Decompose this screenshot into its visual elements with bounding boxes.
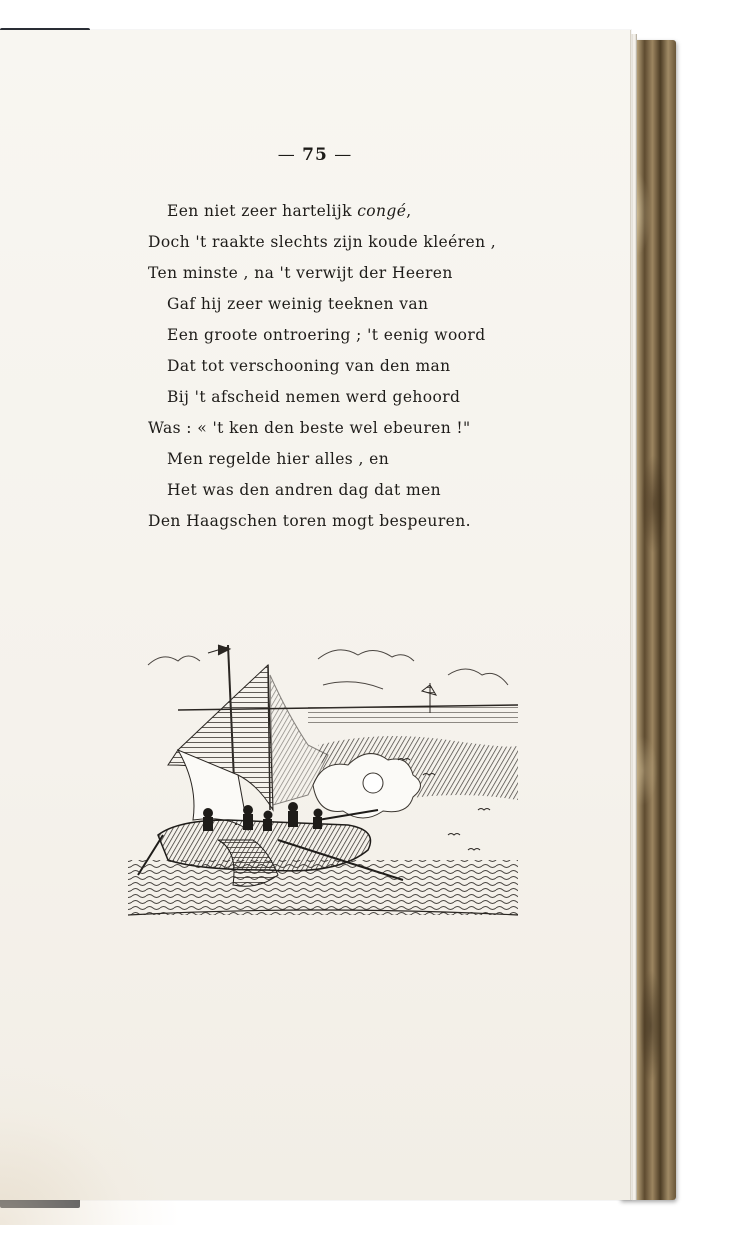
- page-number-prefix: —: [277, 145, 296, 165]
- poem-line: Men regelde hier alles , en: [167, 450, 390, 468]
- page-number-value: 75: [302, 145, 328, 165]
- water-stain: [0, 1020, 210, 1225]
- page-number-suffix: —: [334, 145, 353, 165]
- poem-line: Den Haagschen toren mogt bespeuren.: [148, 512, 471, 530]
- poem-line-emphasis: congé: [357, 202, 407, 220]
- poem-line: Gaf hij zeer weinig teeknen van: [167, 295, 429, 313]
- poem-line: Een groote ontroering ; 't eenig woord: [167, 326, 486, 344]
- page-number: [0, 145, 630, 165]
- engraving-illustration: [118, 635, 523, 925]
- poem-line-text: Een niet zeer hartelijk: [167, 202, 358, 220]
- sail: [168, 645, 328, 830]
- poem-line-tail: ,: [406, 202, 412, 220]
- sailboat-engraving-svg: [118, 635, 523, 925]
- poem-line: Was : « 't ken den beste wel ebeuren !": [148, 419, 471, 437]
- poem-line: Dat tot verschooning van den man: [167, 357, 451, 375]
- poem-line: Bij 't afscheid nemen werd gehoord: [167, 388, 461, 406]
- poem-line: Ten minste , na 't verwijt der Heeren: [148, 264, 453, 282]
- clouds: [148, 650, 508, 689]
- poem-line: [167, 202, 412, 220]
- poem-line: Het was den andren dag dat men: [167, 481, 442, 499]
- poem-line: Doch 't raakte slechts zijn koude kleéren ,: [148, 233, 497, 251]
